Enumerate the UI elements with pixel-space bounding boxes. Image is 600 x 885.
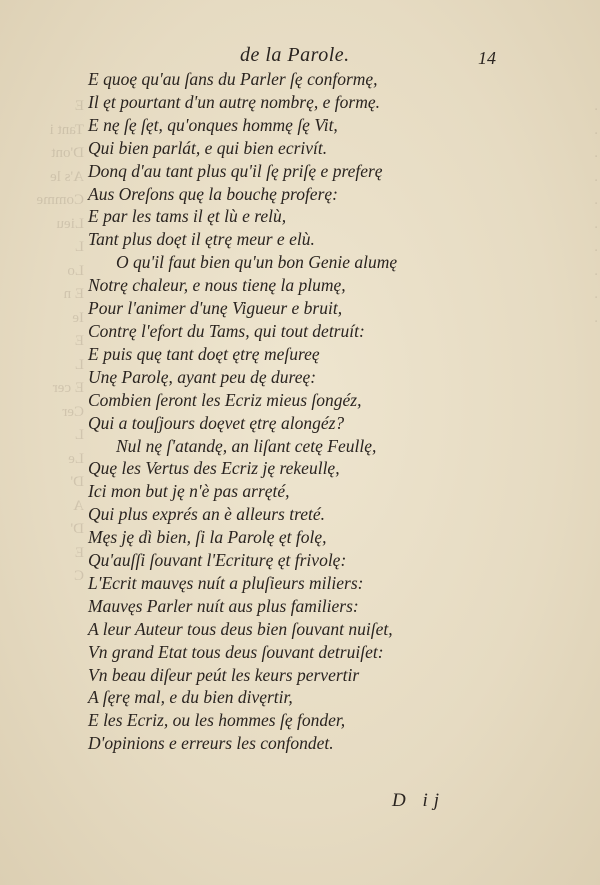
verse-line: E nę ſę ſęt, qu'onques hommę ſę Vit, [88, 114, 338, 135]
verse-line: A leur Auteur tous deus bien ſouvant nuiſet, [88, 618, 393, 639]
verse-line: Pour l'animer d'unę Vigueur e bruit, [88, 298, 343, 319]
verse-line: O qu'il faut bien qu'un bon Genie alumę [116, 252, 398, 273]
verse-line: A ſęrę mal, e du bien divęrtir, [88, 687, 293, 708]
verse-line: Qui plus exprés an è alleurs treté. [88, 504, 326, 525]
verse-line: L'Ecrit mauvęs nuít a pluſieurs miliers: [88, 572, 364, 593]
verse-line: Mauvęs Parler nuít aus plus familiers: [88, 595, 359, 616]
verse-line: Tant plus doęt il ętrę meur e elù. [88, 229, 315, 250]
verse-line: Qui a touſjours doęvet ętrę alongéz? [88, 412, 345, 433]
verse-line: Contrę l'efort du Tams, qui tout detruít: [88, 320, 365, 341]
verse-line: E quoę qu'au ſans du Parler ſę conformę, [88, 69, 378, 89]
show-through-left: E Tant i D'ont A's le Comme Lieu L Lo E n Ie E L E cer Cer L Le D' A D' E C [36, 98, 84, 584]
verse-line: Donq d'au tant plus qu'il ſę priſę e preferę [88, 160, 383, 181]
signature-mark: D ij [392, 790, 446, 811]
verse-line: Quę les Vertus des Ecriz ję rekeullę, [88, 458, 340, 479]
verse-line: Vn beau diſeur peút les keurs pervertir [88, 664, 360, 685]
verse-line: Nul nę ſ'atandę, an liſant cetę Feullę, [116, 435, 377, 456]
verse-line: E puis quę tant doęt ętrę meſureę [88, 343, 320, 364]
verse-line: Qu'auſſi ſouvant l'Ecriturę ęt frivolę: [88, 550, 347, 571]
poem-text [88, 68, 528, 755]
verse-line: Notrę chaleur, e nous tienę la plumę, [88, 275, 346, 296]
verse-line: Vn grand Etat tous deus ſouvant detruiſet: [88, 641, 384, 662]
running-head: de la Parole. [240, 44, 350, 66]
verse-line: Il ęt pourtant d'un autrę nombrę, e formę. [88, 91, 380, 112]
verse-line: Ici mon but ję n'è pas arręté, [88, 481, 290, 502]
show-through-right: . . . . . . . . . . [594, 98, 598, 326]
verse-line: Męs ję dì bien, ſi la Parolę ęt folę, [88, 527, 327, 548]
verse-line: Aus Oreſons quę la bouchę proferę: [88, 183, 338, 204]
page-number: 14 [478, 48, 496, 68]
verse-line: E les Ecriz, ou les hommes ſę fonder, [88, 710, 346, 731]
verse-line: D'opinions e erreurs les confondet. [88, 733, 334, 754]
verse-line: Qui bien parlát, e qui bien ecrivít. [88, 137, 328, 158]
verse-line: E par les tams il ęt lù e relù, [88, 206, 287, 227]
verse-line: Unę Parolę, ayant peu dę dureę: [88, 366, 317, 387]
verse-line: Combien ſeront les Ecriz mieus ſongéz, [88, 389, 362, 410]
